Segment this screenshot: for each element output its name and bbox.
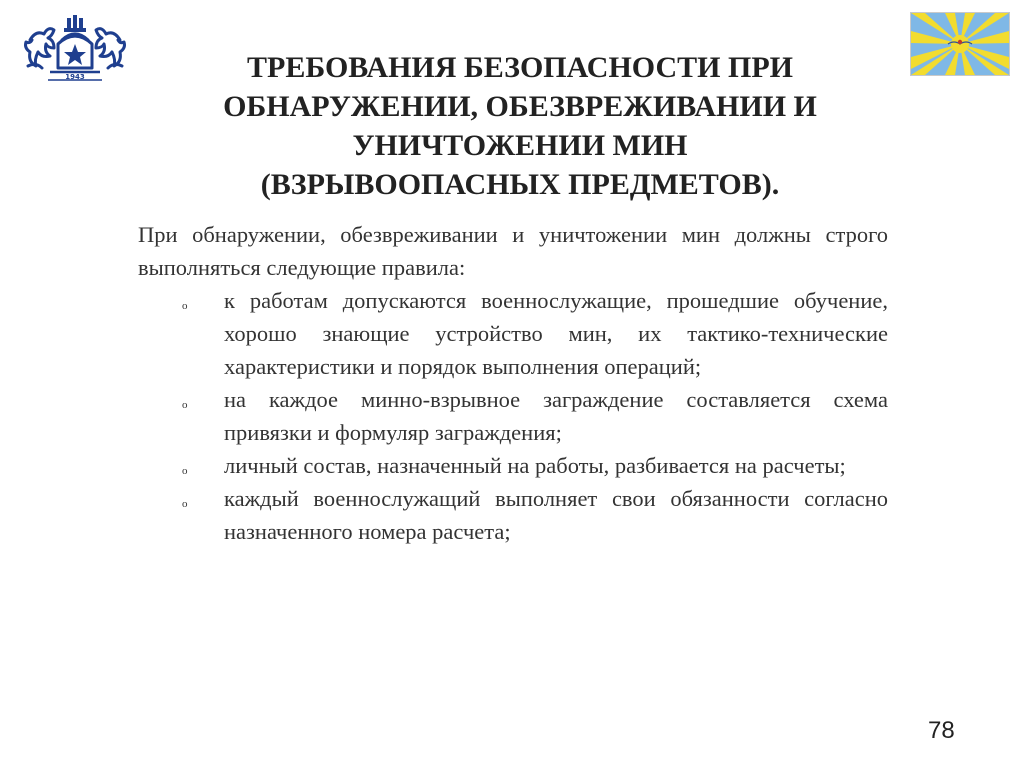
bullet-icon: o bbox=[182, 498, 188, 510]
rule-text: каждый военнослужащий выполняет свои обязанности согласно назначенного номера расчета; bbox=[224, 486, 888, 544]
rule-text: к работам допускаются военнослужащие, прошедшие обучение, хорошо знающие устройство мин, их тактико-технические характеристики и порядок выполнения операций; bbox=[224, 288, 888, 379]
list-item bbox=[138, 383, 888, 449]
list-item bbox=[138, 482, 888, 548]
rules-list bbox=[138, 284, 888, 548]
intro-paragraph: При обнаружении, обезвреживании и уничтожении мин должны строго выполняться следующие правила: bbox=[138, 222, 888, 280]
title-line-1: ТРЕБОВАНИЯ БЕЗОПАСНОСТИ ПРИ bbox=[246, 51, 794, 84]
bullet-icon: o bbox=[182, 399, 188, 411]
rule-text: личный состав, назначенный на работы, разбивается на расчеты; bbox=[224, 453, 846, 478]
svg-text:1943: 1943 bbox=[65, 73, 85, 81]
list-item bbox=[138, 284, 888, 383]
university-crest-icon bbox=[20, 10, 130, 92]
title-line-4: (ВЗРЫВООПАСНЫХ ПРЕДМЕТОВ). bbox=[260, 168, 780, 201]
bullet-icon: o bbox=[182, 465, 188, 477]
slide-body bbox=[138, 218, 888, 548]
slide-title bbox=[160, 48, 880, 204]
title-line-3: УНИЧТОЖЕНИИ МИН bbox=[352, 129, 688, 162]
list-item bbox=[138, 449, 888, 482]
bullet-icon: o bbox=[182, 300, 188, 312]
air-force-flag-icon bbox=[910, 12, 1010, 76]
page-number: 78 bbox=[928, 717, 955, 744]
title-line-2: ОБНАРУЖЕНИИ, ОБЕЗВРЕЖИВАНИИ И bbox=[223, 90, 817, 123]
rule-text: на каждое минно-взрывное заграждение составляется схема привязки и формуляр заграждения; bbox=[224, 387, 888, 445]
